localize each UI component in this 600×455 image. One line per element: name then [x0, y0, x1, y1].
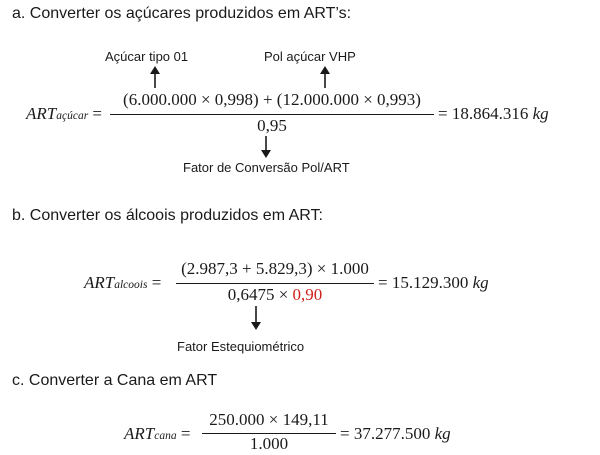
annotation-sugar-type: Açúcar tipo 01 [105, 49, 189, 64]
numerator-c: 250.000 × 149,11 [209, 410, 329, 429]
annotation-conversion-factor: Fator de Conversão Pol/ART [183, 160, 350, 175]
heading-a: a. Converter os açúcares produzidos em ART’s: [12, 5, 352, 22]
result-c: = 37.277.500 kg [340, 424, 451, 443]
fraction-bar-a [110, 114, 434, 115]
down-arrow-icon [251, 306, 261, 330]
heading-b: b. Converter os álcoois produzidos em ART: [12, 207, 323, 224]
annotation-stoichiometric-factor: Fator Estequiométrico [177, 339, 305, 354]
down-arrow-icon [261, 136, 271, 158]
denominator-a: 0,95 [257, 116, 287, 135]
lhs-art-alcohol: ARTalcoois = [84, 273, 162, 292]
result-b: = 15.129.300 kg [378, 273, 489, 292]
denominator-b: 0,6475 × 0,90 [227, 285, 323, 304]
heading-c: c. Converter a Cana em ART [12, 372, 218, 389]
lhs-art-sugar: ARTaçúcar = [26, 104, 103, 123]
numerator-b: (2.987,3 + 5.829,3) × 1.000 [181, 259, 369, 278]
result-a: = 18.864.316 kg [438, 104, 549, 123]
annotation-pol-vhp: Pol açúcar VHP [264, 49, 356, 64]
fraction-bar-b [176, 283, 374, 284]
up-arrow-icon [320, 66, 330, 88]
numerator-a: (6.000.000 × 0,998) + (12.000.000 × 0,993) [123, 90, 421, 109]
lhs-art-cane: ARTcana = [124, 424, 191, 443]
up-arrow-icon [150, 66, 160, 88]
denominator-c: 1.000 [249, 434, 289, 453]
